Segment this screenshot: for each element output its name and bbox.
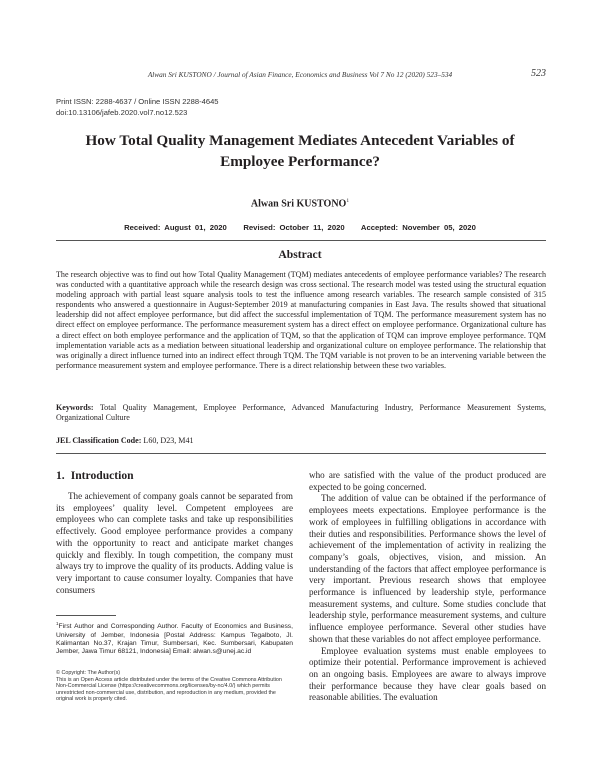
page-number: 523 — [531, 68, 546, 79]
copyright-notice — [56, 670, 293, 703]
license-text: This is an Open Access article distributed under the terms of the Creative Commons Attribution Non-Commercial License (https://creativecommons.org/licenses/by-nc/4.0/) which permits unrestricted non-commercial use, distribution, and reproduction in any medium, provided the original work is properly cited. — [56, 676, 282, 703]
abstract-text: The research objective was to find out how Total Quality Management (TQM) mediates antecedents of employee performance variables? The research was conducted with a quantitative approach while the research design was cross sectional. The research model was tested using the structural equation modeling approach with partial least square analysis tools to test the influence among research variables. The research sample consisted of 315 respondents who answered a questionnaire in August-September 2019 at manufacturing companies in East Java. The results showed that situational leadership did not affect employee performance, but did affect the successful implementation of TQM. The performance measurement system has no direct effect on employee performance. The performance measurement system has a direct effect on employee performance. Organizational culture has a direct effect on both employee performance and the application of TQM, so that the application of TQM can improve employee performance. TQM implementation variable acts as a mediation between situational leadership and organizational culture on employee performance. The relationship that was originally a direct influence turned into an indirect effect through TQM. The TQM variable is not proven to be an intervening variable between the performance measurement system and employee performance. There is a direct relationship between these two variables. — [56, 270, 546, 370]
keywords — [56, 403, 546, 423]
section-title: Introduction — [70, 469, 134, 482]
footnote-rule — [56, 615, 116, 616]
author-name: Alwan Sri KUSTONO — [250, 198, 347, 210]
issn-line: Print ISSN: 2288-4637 / Online ISSN 2288-4645 — [56, 97, 219, 106]
jel-text: L60, D23, M41 — [143, 436, 194, 445]
paper-title — [60, 130, 540, 172]
paper-title-line-2: Employee Performance? — [220, 153, 380, 170]
received-dates: Received: August 01, 2020 Revised: October 11, 2020 Accepted: November 05, 2020 — [124, 223, 476, 232]
doi-line: doi:10.13106/jafeb.2020.vol7.no12.523 — [56, 107, 188, 117]
running-head: Alwan Sri KUSTONO / Journal of Asian Finance, Economics and Business Vol 7 No 12 (2020) 523–534 — [147, 70, 453, 79]
left-paragraph-1: The achievement of company goals cannot be separated from its employees’ quality level. Competent employees are employees who can complete tasks and take up responsibilities effectively. Good employee performance provides a company with the opportunity to react and anticipate market changes quickly and flexibly. In tough competition, the company must always try to improve the quality of its products. Adding value is very important to cause consumer loyalty. Companies that have consumers — [56, 491, 293, 595]
copyright-line: © Copyright: The Author(s) — [56, 670, 121, 676]
issn-block — [56, 97, 219, 118]
right-column — [309, 470, 546, 704]
right-paragraph-2: Employee evaluation systems must enable employees to optimize their potential. Performance improvement is achieved on an ongoing basis. Employees are aware to always improve their performance because they have clear goals based on reasonable abilities. The evaluation — [309, 645, 546, 703]
author-line — [60, 198, 540, 209]
abstract-heading: Abstract — [278, 248, 322, 261]
footnote-sup: 1 — [56, 621, 59, 626]
bottom-rule — [56, 453, 546, 454]
keywords-label: Keywords: — [56, 403, 94, 412]
section-number: 1. — [56, 469, 65, 482]
footnote-text: First Author and Corresponding Author. Faculty of Economics and Business, University of Jember, Indonesia [Postal Address: Kampus Tegalboto, Jl. Kalimantan No.37, Krajan Timur, Sumbersari, Kec. Sumbersari, Kabupaten Jember, Jawa Timur 68121, Indonesia] Email: alwan.s@unej.ac.id — [56, 623, 293, 656]
footnote — [56, 620, 293, 656]
jel-label: JEL Classification Code: — [56, 436, 142, 445]
left-column — [56, 491, 293, 596]
jel-codes — [56, 436, 546, 445]
keywords-text: Total Quality Management, Employee Performance, Advanced Manufacturing Industry, Performance Measurement Systems, Organizational Culture — [56, 403, 546, 423]
section-heading — [56, 469, 140, 482]
author-sup: 1 — [346, 198, 350, 204]
paper-title-line-1: How Total Quality Management Mediates Antecedent Variables of — [85, 132, 515, 149]
top-rule — [56, 240, 546, 241]
right-paragraph-1: The addition of value can be obtained if the performance of employees meets expectations. Employee performance is the work of employees in fulfilling obligations in accordance with their duties and responsibilities. Performance shows the level of achievement of the implementation of activity in realizing the company’s goals, objectives, vision, and mission. An understanding of the factors that affect employee performance is very important. Previous research shows that employee performance is influenced by leadership style, performance measurement systems, and culture. Some studies conclude that leadership style, performance measurement systems, and culture influence employee performance. Several other studies have shown that these variables do not affect employee performance. — [309, 493, 546, 644]
right-paragraph-0: who are satisfied with the value of the product produced are expected to be going concerned. — [309, 470, 546, 492]
